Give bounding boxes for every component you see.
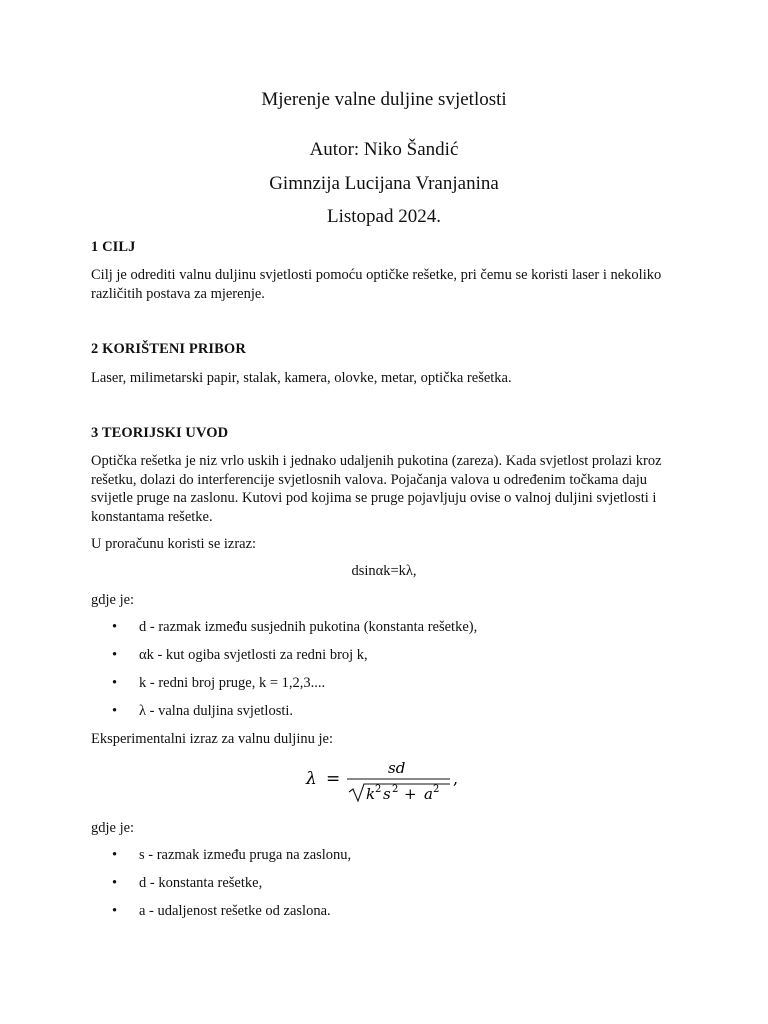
section-heading-cilj: 1 CILJ [91,239,136,255]
formula-comma: , [453,769,459,788]
wavelength-formula [300,758,470,811]
where-label-1: gdje je: [91,592,135,608]
formula-equals: = [326,769,341,789]
formula-exp-s: 2 [392,784,399,795]
document-date: Listopad 2024. [327,206,441,227]
where-label-2: gdje je: [91,820,135,836]
document-title: Mjerenje valne duljine svjetlosti [261,89,507,110]
bullet-icon: • [112,703,118,719]
section-text-uvod: Optička rešetka je niz vrlo uskih i jednako udaljenih pukotina (zareza). Kada svjetlost prolazi kroz rešetku, dolazi do interferencije svjetlosnih valova. Pojačanja valova u određenim točkama daju svijetle pruge na zaslonu. Kutovi pod kojima se pruge pojavljuju ovise o valnoj duljini svjetlosti i konstantama rešetke. [91,453,662,525]
list-item-text: s - razmak između pruga na zaslonu, [139,847,352,863]
formula-s: s [383,785,391,803]
list-item [112,619,477,636]
list-item [112,875,262,892]
formula-exp-a: 2 [433,784,440,795]
formula-k: k [366,785,376,803]
bullet-icon: • [112,647,118,663]
bullet-icon: • [112,675,118,691]
list-item-text: d - razmak između susjednih pukotina (konstanta rešetke), [139,619,478,635]
experimental-intro-text: Eksperimentalni izraz za valnu duljinu je: [91,731,333,747]
list-item [112,703,293,720]
list-item [112,903,331,920]
list-item-text: k - redni broj pruge, k = 1,2,3.... [139,675,326,691]
formula-lambda: λ [306,769,317,789]
bullet-icon: • [112,847,118,863]
grating-equation: dsinαk=kλ, [351,563,417,579]
section-text-cilj: Cilj je odrediti valnu duljinu svjetlosti pomoću optičke rešetke, pri čemu se koristi laser i nekoliko različitih postava za mjerenje. [91,267,662,302]
list-item [112,647,368,664]
list-item-text: λ - valna duljina svjetlosti. [139,703,294,719]
section-heading-pribor: 2 KORIŠTENI PRIBOR [91,341,246,357]
bullet-icon: • [112,903,118,919]
document-school: Gimnzija Lucijana Vranjanina [269,173,499,194]
calc-intro-text: U proračunu koristi se izraz: [91,536,257,552]
section-heading-uvod: 3 TEORIJSKI UVOD [91,425,229,441]
formula-numerator: sd [388,759,406,777]
list-item [112,675,325,692]
document-author: Autor: Niko Šandić [309,139,459,160]
section-text-pribor: Laser, milimetarski papir, stalak, kamera, olovke, metar, optička rešetka. [91,370,512,386]
list-item-text: αk - kut ogiba svjetlosti za redni broj k, [139,647,368,663]
list-item-text: d - konstanta rešetke, [139,875,263,891]
bullet-icon: • [112,619,118,635]
formula-exp-k: 2 [375,784,382,795]
formula-plus: + [404,785,417,803]
list-item-text: a - udaljenost rešetke od zaslona. [139,903,331,919]
list-item [112,847,351,864]
formula-a: a [424,785,433,803]
bullet-icon: • [112,875,118,891]
